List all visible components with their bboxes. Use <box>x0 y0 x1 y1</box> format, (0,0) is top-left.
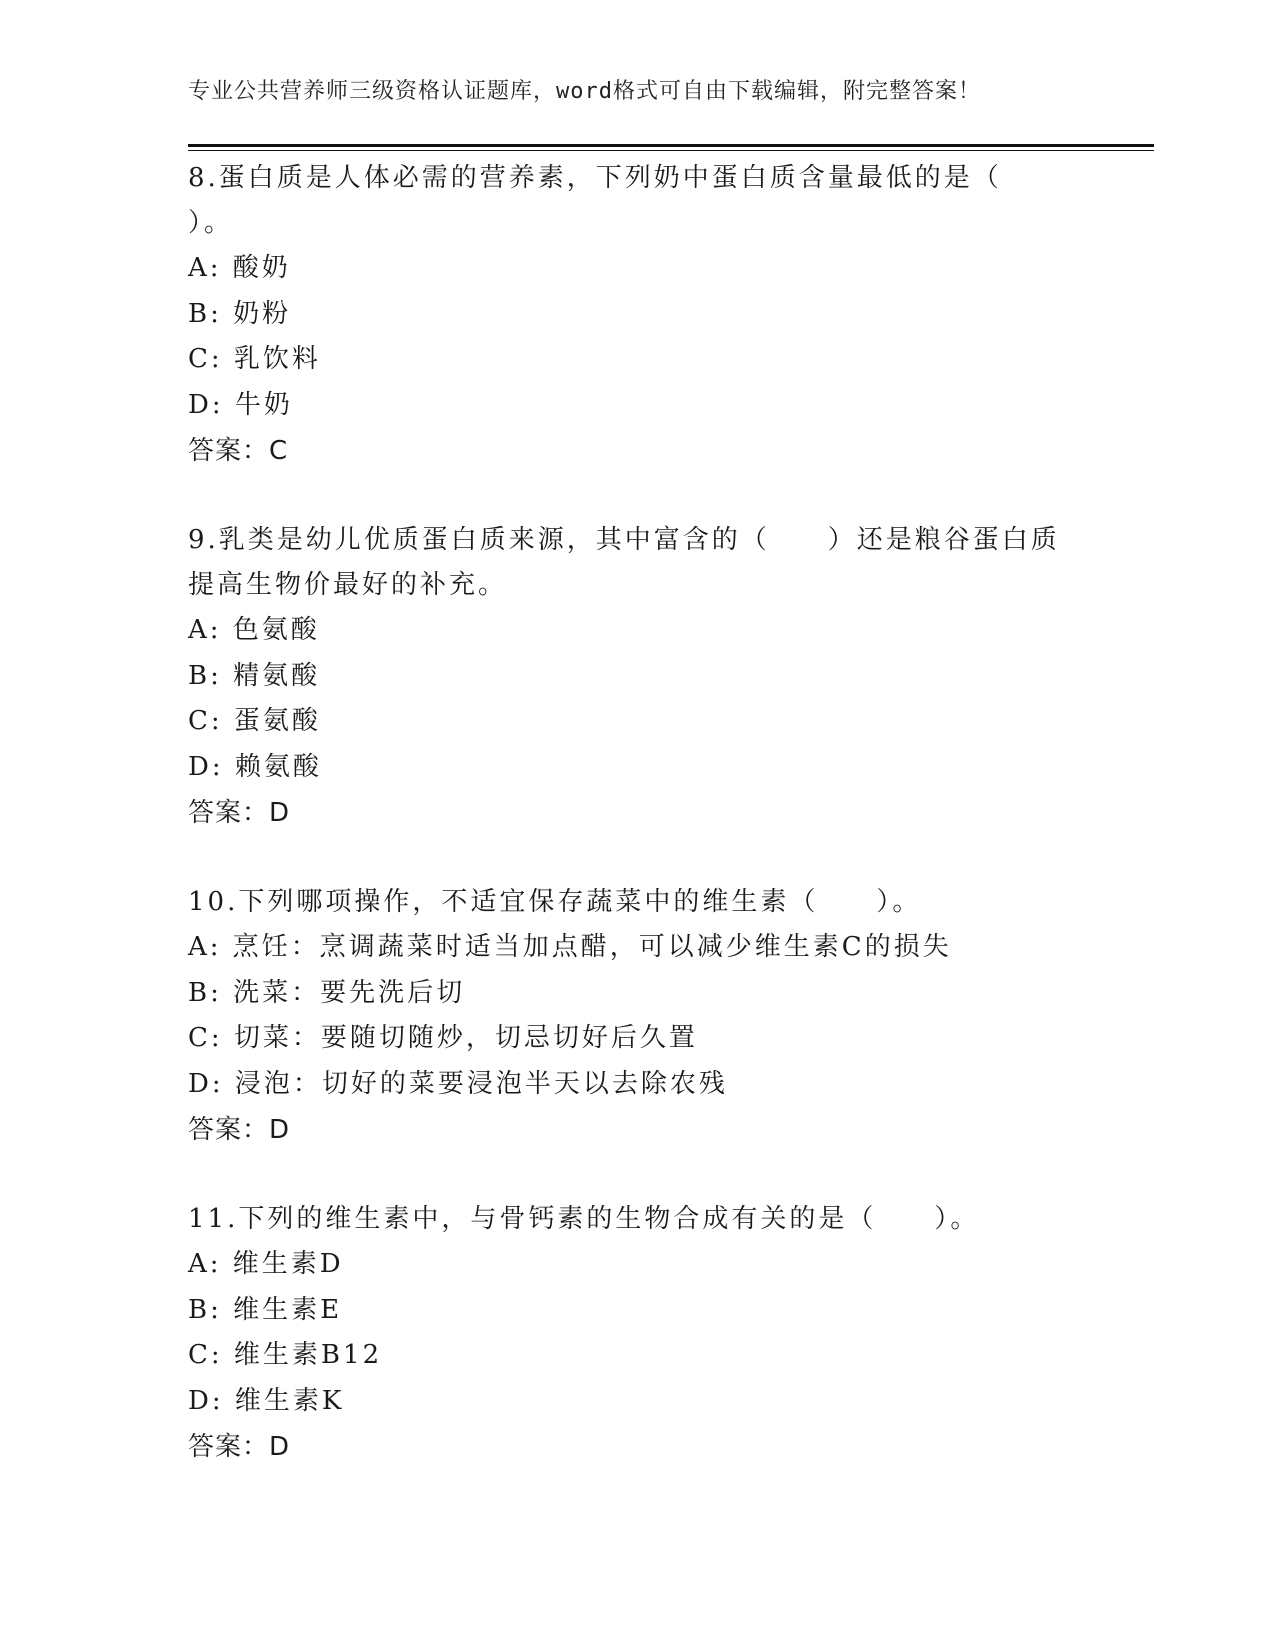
question-stem-line: ）。 <box>188 208 234 238</box>
answer-line: 答案：D <box>188 798 291 828</box>
option-a: A: 酸奶 <box>188 253 291 283</box>
question-list <box>188 156 1128 1470</box>
question-11 <box>188 1197 1128 1470</box>
question-stem-line: 10.下列哪项操作，不适宜保存蔬菜中的维生素（ ）。 <box>188 887 922 917</box>
answer-line: 答案：C <box>188 436 289 466</box>
option-b: B: 奶粉 <box>188 298 292 329</box>
question-spacer <box>188 836 1128 880</box>
page-header-text: 专业公共营养师三级资格认证题库，word格式可自由下载编辑，附完整答案！ <box>188 79 981 104</box>
header-rule-thick <box>188 144 1154 147</box>
header-rule-thin <box>188 150 1154 151</box>
answer-line: 答案：D <box>188 1115 291 1145</box>
option-c: C: 乳饮料 <box>188 344 321 374</box>
option-c: C: 切菜：要随切随炒，切忌切好后久置 <box>188 1023 698 1053</box>
option-c: C: 维生素B12 <box>188 1340 383 1370</box>
option-b: B: 精氨酸 <box>188 660 321 691</box>
question-spacer <box>188 1153 1128 1197</box>
option-d: D: 牛奶 <box>188 389 293 420</box>
question-spacer <box>188 474 1128 518</box>
option-d: D: 维生素K <box>188 1385 345 1416</box>
question-9 <box>188 518 1128 836</box>
question-stem-line: 11.下列的维生素中，与骨钙素的生物合成有关的是（ ）。 <box>188 1204 980 1234</box>
question-10 <box>188 880 1128 1153</box>
option-d: D: 浸泡：切好的菜要浸泡半天以去除农残 <box>188 1068 728 1099</box>
answer-line: 答案：D <box>188 1432 291 1462</box>
question-stem-line: 8.蛋白质是人体必需的营养素，下列奶中蛋白质含量最低的是（ <box>188 163 1002 193</box>
option-b: B: 维生素E <box>188 1294 343 1325</box>
option-d: D: 赖氨酸 <box>188 751 322 782</box>
option-a: A: 烹饪：烹调蔬菜时适当加点醋，可以减少维生素C的损失 <box>188 932 952 962</box>
question-8 <box>188 156 1128 474</box>
question-stem-line: 提高生物价最好的补充。 <box>188 570 508 600</box>
option-a: A: 色氨酸 <box>188 615 320 645</box>
question-stem-line: 9.乳类是幼儿优质蛋白质来源，其中富含的（ ）还是粮谷蛋白质 <box>188 525 1060 555</box>
option-a: A: 维生素D <box>188 1249 344 1279</box>
option-c: C: 蛋氨酸 <box>188 706 321 736</box>
option-b: B: 洗菜：要先洗后切 <box>188 977 466 1008</box>
